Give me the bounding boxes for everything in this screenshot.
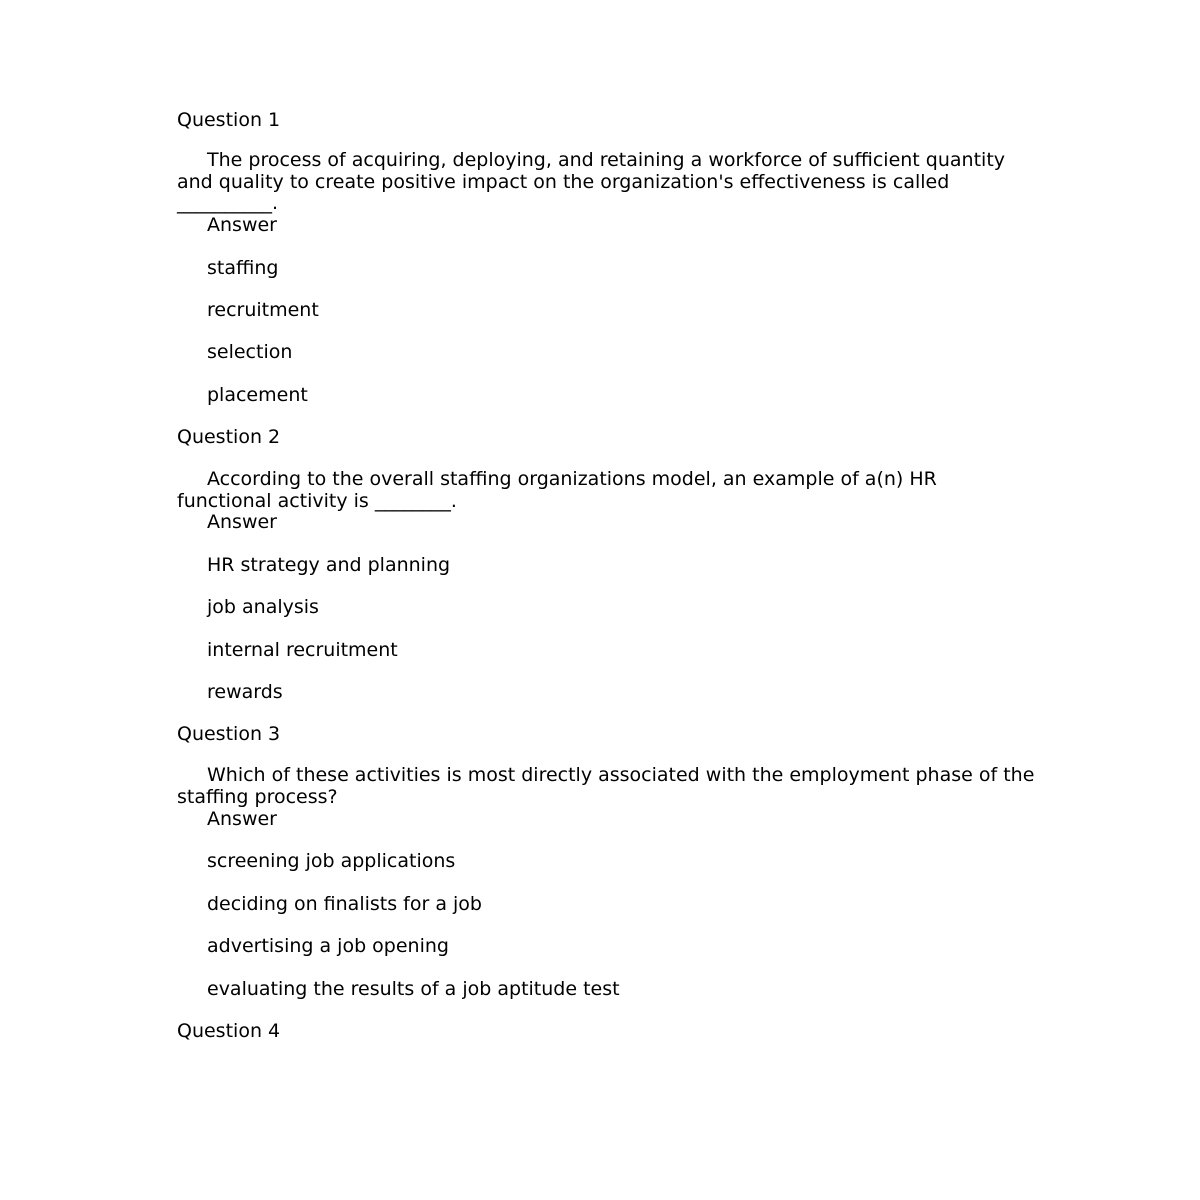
question-4-title: Question 4 xyxy=(177,1020,281,1042)
question-3-option-3[interactable]: advertising a job opening xyxy=(207,935,449,957)
question-3-option-2[interactable]: deciding on finalists for a job xyxy=(207,893,482,915)
question-3-option-4[interactable]: evaluating the results of a job aptitude test xyxy=(207,978,620,1000)
question-2-option-1[interactable]: HR strategy and planning xyxy=(207,554,451,576)
question-1-text: The process of acquiring, deploying, and retaining a workforce of sufficient quantity and quality to create positive impact on the organization's effectiveness is called __________. xyxy=(177,149,1006,214)
question-1-option-4[interactable]: placement xyxy=(207,384,308,406)
question-3-text: Which of these activities is most directly associated with the employment phase of the staffing process? xyxy=(177,764,1035,808)
question-2-option-4[interactable]: rewards xyxy=(207,681,283,703)
question-2-answer-label: Answer xyxy=(207,511,277,533)
question-2-text: According to the overall staffing organizations model, an example of a(n) HR functional activity is ________. xyxy=(177,468,937,512)
question-1-option-2[interactable]: recruitment xyxy=(207,299,319,321)
question-2-option-2[interactable]: job analysis xyxy=(207,596,319,618)
question-3-title: Question 3 xyxy=(177,723,281,745)
question-1-option-3[interactable]: selection xyxy=(207,341,293,363)
question-1-answer-label: Answer xyxy=(207,214,277,236)
question-1-title: Question 1 xyxy=(177,109,281,131)
question-2-option-3[interactable]: internal recruitment xyxy=(207,639,398,661)
question-3-answer-label: Answer xyxy=(207,808,277,830)
question-3-option-1[interactable]: screening job applications xyxy=(207,850,456,872)
question-2-title: Question 2 xyxy=(177,426,281,448)
question-1-option-1[interactable]: staffing xyxy=(207,257,279,279)
